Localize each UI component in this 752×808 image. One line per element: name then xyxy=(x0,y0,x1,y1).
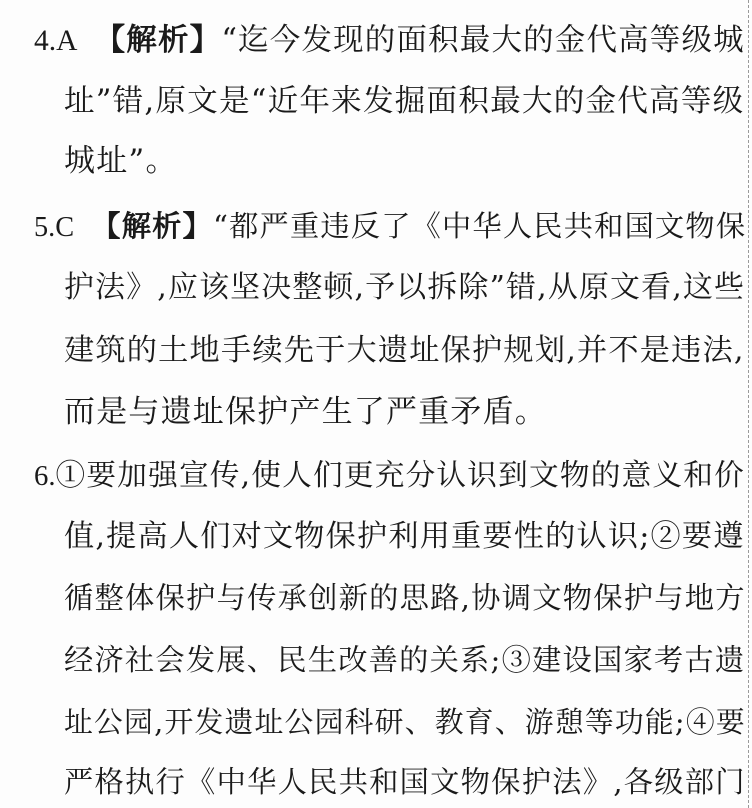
q4-number: 4. xyxy=(34,25,57,57)
q6-first-line xyxy=(34,455,745,495)
q6-text-line: 严格执行《中华人民共和国文物保护法》,各级部门 xyxy=(64,765,746,799)
q5-answer: C xyxy=(55,212,76,243)
q4-text-line: 址”错,原文是“近年来发掘面积最大的金代高等级 xyxy=(64,84,745,119)
q4-first-line xyxy=(34,20,745,60)
q6-text-line: 循整体保护与传承创新的思路,协调文物保护与地方 xyxy=(64,581,746,615)
q4-answer: A xyxy=(56,25,79,57)
q6-text-line: 值,提高人们对文物保护利用重要性的认识;②要遵 xyxy=(64,519,745,554)
q5-first-line xyxy=(34,206,746,246)
q6-text-line: 址公园,开发遗址公园科研、教育、游憩等功能;④要 xyxy=(64,705,746,739)
q4-analysis-tag: 【解析】 xyxy=(94,22,222,58)
page-edge-divider xyxy=(748,0,749,808)
q4-text-line: “迄今发现的面积最大的金代高等级城 xyxy=(221,23,745,58)
q5-text-line: “都严重违反了《中华人民共和国文物保 xyxy=(212,209,747,243)
q6-number: 6. xyxy=(34,460,56,492)
q5-text-line: 护法》,应该坚决整顿,予以拆除”错,从原文看,这些 xyxy=(64,270,746,305)
q5-number: 5. xyxy=(34,212,56,243)
q5-analysis-tag: 【解析】 xyxy=(91,209,213,243)
q6-text-line: ①要加强宣传,使人们更充分认识到文物的意义和价 xyxy=(55,457,745,492)
q4-text-line: 城址”。 xyxy=(64,143,178,179)
q5-text-line: 而是与遗址保护产生了严重矛盾。 xyxy=(64,394,547,430)
q5-text-line: 建筑的土地手续先于大遗址保护规划,并不是违法, xyxy=(64,333,745,368)
q6-text-line: 经济社会发展、民生改善的关系;③建设国家考古遗 xyxy=(64,643,746,677)
